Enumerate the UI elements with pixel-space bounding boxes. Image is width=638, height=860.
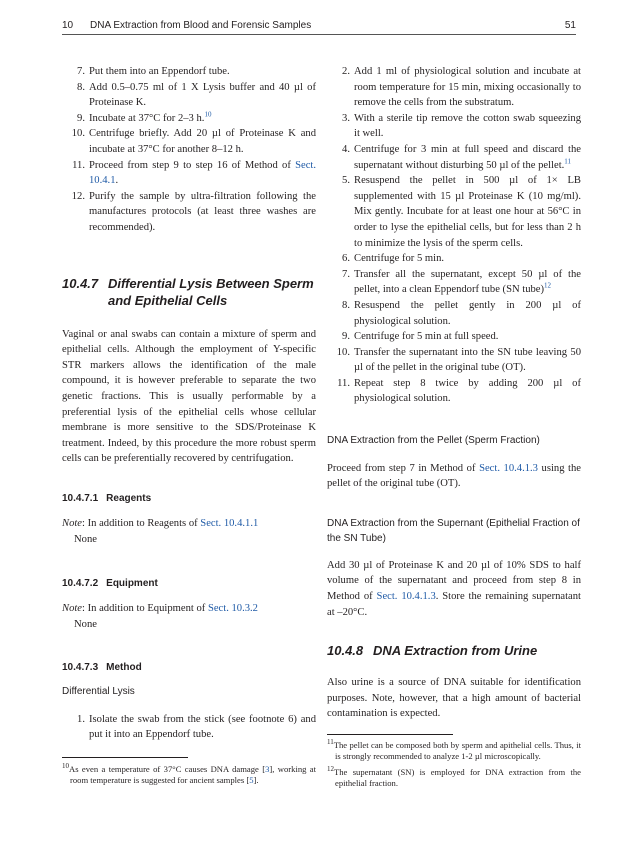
list-item: 2. Add 1 ml of physiological solution and incubate at room temperature for 15 min, mixing occasionally to remove the cells from the substratum. [342,66,581,109]
differential-lysis-steps [327,64,581,407]
urine-paragraph: Also urine is a source of DNA suitable for identification purposes. Note, however, that a high amount of bacterial contamination is expected. [327,677,581,720]
chapter-number: 10 [62,20,74,31]
list-item: 8. Add 0.5–0.75 ml of 1 X Lysis buffer and 40 µl of Proteinase K. [77,81,316,109]
footnote-ref[interactable]: 11 [564,157,572,166]
subsection-heading-reagents: 10.4.7.1 Reagents [62,492,152,504]
section-link[interactable]: Sect. 10.4.1 [89,159,316,187]
page-number: 51 [564,20,576,31]
reagents-value: None [74,534,97,546]
footnote-12: $^{12}$The supernatant (SN) is employed for DNA extraction from the epithelial fraction. [327,764,581,789]
section-link[interactable]: Sect. 10.4.1.3 [479,462,538,474]
list-item: 6. Centrifuge for 5 min. [342,253,445,265]
list-item: 9. Incubate at 37°C for 2–3 h.$^{10}$ [77,110,212,124]
citation-link[interactable]: 3 [265,763,270,774]
method-steps-continued [62,64,316,236]
list-item: 12. Purify the sample by ultra-filtration following the manufactures protocols (at least three washes are recommended). [71,190,316,233]
list-item: 9. Centrifuge for 5 min at full speed. [342,331,499,343]
list-item: 3. With a sterile tip remove the cotton swab squeezing it well. [342,112,581,140]
pellet-paragraph: Proceed from step 7 in Method of Sect. 10.4.1.3 using the pellet of the original tube (OT). [327,462,582,490]
section-heading-10-4-8: 10.4.8 DNA Extraction from Urine [327,643,538,659]
equipment-value: None [74,618,97,630]
list-item: 10. Transfer the supernatant into the SN tube leaving 50 µl of the pellet in the original tube (OT). [336,346,581,374]
reagents-note: Note: In addition to Reagents of Sect. 10.4.1.1 [62,518,259,530]
section-link[interactable]: Sect. 10.4.1.3 [376,591,436,603]
method-steps [62,712,316,743]
footnote-11: $^{11}$The pellet can be composed both by sperm and apithelial cells. Thus, it is strongly recommended to analyze 1-2 µl microscopically. [327,738,581,762]
citation-link[interactable]: 5 [249,775,254,786]
runin-heading-supernatant: DNA Extraction from the Supernant (Epithelial Fraction of the SN Tube) [327,517,580,544]
intro-paragraph: Vaginal or anal swabs can contain a mixture of sperm and epithelial cells. Although the employment of Y-specific STR markers allows the identification of the male compound, it is however preferable to separate the two genetic fractions. This is usually performable by a preferential lysis of the epithelial cells whose cellular membrane is more sensitive to the SDS/Proteinase K treatment. Indeed, by this procedure the more robust sperm cells can be preferentially recovered by centrifugation. [62,328,316,465]
list-item: 1. Isolate the swab from the stick (see footnote 6) and put it into an Eppendorf tube. [77,713,316,741]
list-item: 4. Centrifuge for 3 min at full speed and discard the supernatant without disturbing 50 µl of the pellet.$^{11}$ [342,143,581,171]
supernatant-paragraph: Add 30 µl of Proteinase K and 20 µl of 10% SDS to half volume of the supernatant and proceed from step 8 in Method of Sect. 10.4.1.3. Store the remaining supernatant at –20°C. [327,559,582,618]
list-item: 7. Transfer all the supernatant, except 50 µl of the pellet, into a clean Eppendorf tube (SN tube)$^{12}$ [342,268,581,296]
chapter-title: DNA Extraction from Blood and Forensic Samples [90,20,312,31]
list-item: 11. Proceed from step 9 to step 16 of Method of Sect. 10.4.1. [72,159,316,187]
list-item: 10. Centrifuge briefly. Add 20 µl of Proteinase K and incubate at 37°C for another 8–12 h. [71,128,316,155]
footnote-10: $^{10}$As even a temperature of 37°C causes DNA damage [3], working at room temperature is suggested for ancient samples [5]. [62,761,316,786]
footnote-ref[interactable]: 10 [204,110,212,119]
running-header [62,16,576,36]
subsection-heading-method: 10.4.7.3 Method [62,662,142,674]
equipment-note: Note: In addition to Equipment of Sect. 10.3.2 [62,603,258,615]
list-item: 11. Repeat step 8 twice by adding 200 µl of physiological solution. [337,377,581,405]
runin-heading-differential-lysis: Differential Lysis [62,686,135,698]
list-item: 7. Put them into an Eppendorf tube. [77,66,230,77]
section-heading-10-4-7: 10.4.7 Differential Lysis Between Sperm and Epithelial Cells [62,275,314,308]
runin-heading-pellet: DNA Extraction from the Pellet (Sperm Fraction) [327,435,540,447]
right-column [327,64,581,790]
left-column [62,64,316,787]
subsection-heading-equipment: 10.4.7.2 Equipment [62,577,158,589]
section-link[interactable]: Sect. 10.3.2 [207,603,258,615]
section-link[interactable]: Sect. 10.4.1.1 [200,518,259,530]
footnote-ref[interactable]: 12 [544,281,552,290]
list-item: 8. Resuspend the pellet gently in 200 µl of physiological solution. [342,299,581,327]
header-rule [62,34,576,35]
list-item: 5. Resuspend the pellet in 500 µl of 1× LB supplemented with 15 µl Proteinase K (10 mg/ml). Mix gently. Incubate for at least one hour at 56°C in order to lyse the epithelial cells, but for less than 2 h to minimize the lysis of the sperm cells. [342,175,581,249]
